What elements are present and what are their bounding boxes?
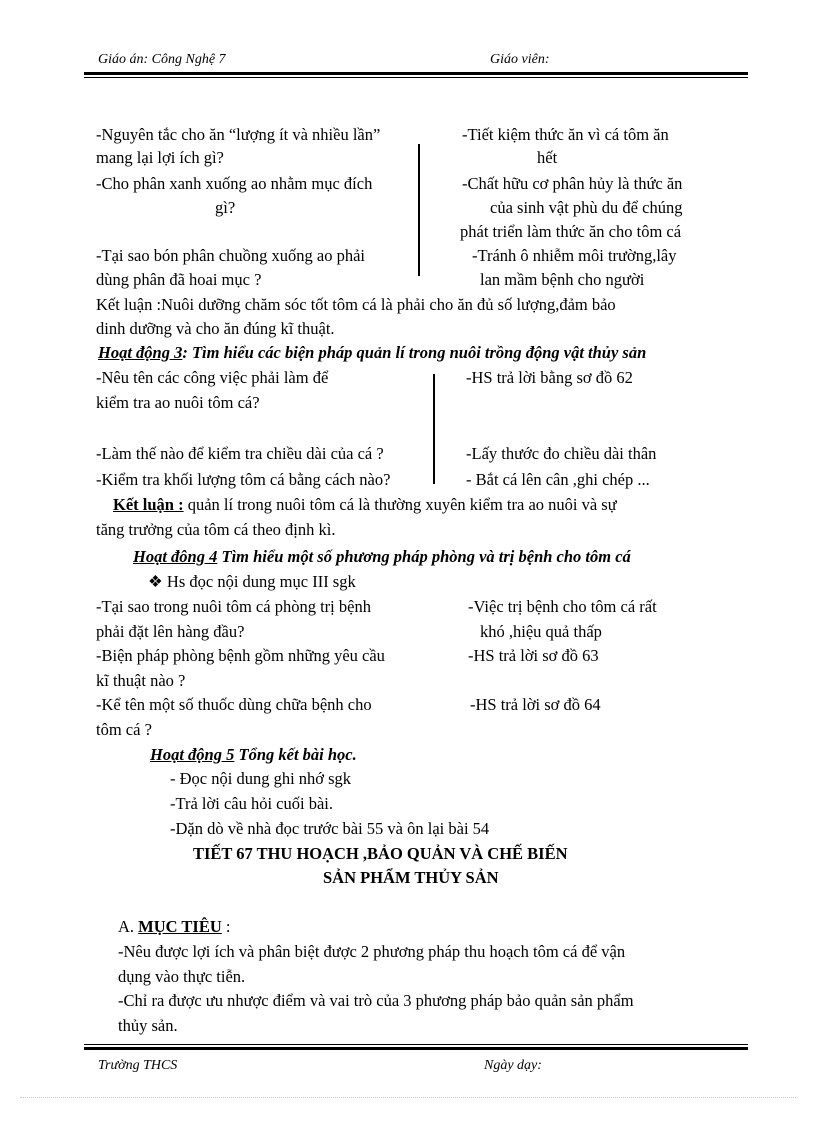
answer-feeding-principle: -Tiết kiệm thức ăn vì cá tôm ăn	[462, 125, 669, 144]
answer-feeding-principle-cont: hết	[537, 148, 558, 167]
footer-rule-thin	[84, 1044, 748, 1045]
question-green-manure-cont: gì?	[215, 198, 236, 217]
activity-3-label: Hoạt động 3	[98, 343, 183, 362]
question-medicines-cont: tôm cá ?	[96, 720, 152, 739]
question-medicines: -Kể tên một số thuốc dùng chữa bệnh cho	[96, 695, 372, 714]
answer-length-check: -Lấy thước đo chiều dài thân	[466, 444, 657, 463]
header-rule-thick	[84, 72, 748, 75]
conclusion-2	[113, 494, 617, 516]
conclusion-1: Kết luận :Nuôi dưỡng chăm sóc tốt tôm cá là phải cho ăn đủ số lượng,đảm bảo	[96, 295, 616, 314]
section-a-suffix: :	[221, 917, 231, 936]
objective-2-cont: thủy sản.	[118, 1016, 178, 1035]
question-weight-check: -Kiểm tra khối lượng tôm cá bằng cách nào?	[96, 470, 391, 489]
lesson-title-cont: SẢN PHẨM THỦY SẢN	[323, 868, 499, 887]
answer-prevention-first: -Việc trị bệnh cho tôm cá rất	[468, 597, 657, 616]
question-feeding-principle-cont: mang lại lợi ích gì?	[96, 148, 224, 167]
question-pond-check-cont: kiểm tra ao nuôi tôm cá?	[96, 393, 260, 412]
diamond-bullet-icon: ❖	[148, 572, 163, 591]
question-length-check: -Làm thế nào để kiểm tra chiều dài của cá ?	[96, 444, 384, 463]
column-divider-1	[418, 144, 420, 276]
answer-composted-manure-cont: lan mầm bệnh cho người	[480, 270, 645, 289]
question-prevention-first-cont: phải đặt lên hàng đầu?	[96, 622, 245, 641]
conclusion-2-cont: tăng trưởng của tôm cá theo định kì.	[96, 520, 336, 539]
question-prevention-requirements-cont: kĩ thuật nào ?	[96, 671, 186, 690]
answer-prevention-first-cont: khó ,hiệu quả thấp	[480, 622, 602, 641]
question-prevention-requirements: -Biện pháp phòng bệnh gồm những yêu cầu	[96, 646, 385, 665]
question-composted-manure: -Tại sao bón phân chuồng xuống ao phải	[96, 246, 365, 265]
activity-5-label: Hoạt động 5	[150, 745, 235, 764]
answer-green-manure-cont1: của sinh vật phù du để chúng	[490, 198, 683, 217]
activity-4-title: Tìm hiểu một số phương pháp phòng và trị bệnh cho tôm cá	[217, 547, 631, 566]
answer-green-manure-cont2: phát triển làm thức ăn cho tôm cá	[460, 222, 682, 241]
objective-1-cont: dụng vào thực tiễn.	[118, 967, 246, 986]
answer-prevention-requirements: -HS trả lời sơ đồ 63	[468, 646, 599, 665]
summary-step-1: - Đọc nội dung ghi nhớ sgk	[170, 769, 352, 788]
conclusion-2-text: quản lí trong nuôi tôm cá là thường xuyên kiểm tra ao nuôi và sự	[183, 495, 617, 514]
column-divider-2	[433, 374, 435, 484]
footer-rule-thick	[84, 1047, 748, 1050]
answer-green-manure: -Chất hữu cơ phân hủy là thức ăn	[462, 174, 683, 193]
answer-medicines: -HS trả lời sơ đồ 64	[470, 695, 601, 714]
bullet-read-content	[148, 571, 356, 593]
conclusion-1-cont: dinh dưỡng và cho ăn đúng kĩ thuật.	[96, 319, 335, 338]
activity-4-heading	[133, 546, 631, 568]
section-a-label: MỤC TIÊU	[138, 917, 222, 936]
question-green-manure: -Cho phân xanh xuống ao nhằm mục đích	[96, 174, 373, 193]
question-prevention-first: -Tại sao trong nuôi tôm cá phòng trị bệnh	[96, 597, 371, 616]
activity-3-heading	[98, 342, 646, 364]
question-composted-manure-cont: dùng phân đã hoai mục ?	[96, 270, 262, 289]
question-feeding-principle: -Nguyên tắc cho ăn “lượng ít và nhiều lần”	[96, 125, 381, 144]
answer-pond-check: -HS trả lời bằng sơ đồ 62	[466, 368, 633, 387]
objective-2: -Chỉ ra được ưu nhược điểm và vai trò của 3 phương pháp bảo quản sản phẩm	[118, 991, 634, 1010]
lesson-title: TIẾT 67 THU HOẠCH ,BẢO QUẢN VÀ CHẾ BIẾN	[193, 844, 568, 863]
answer-weight-check: - Bắt cá lên cân ,ghi chép ...	[466, 470, 650, 489]
summary-step-3: -Dặn dò về nhà đọc trước bài 55 và ôn lại bài 54	[170, 819, 490, 838]
footer-teaching-date: Ngày dạy:	[484, 1058, 542, 1073]
page-bottom-dotted-line	[20, 1097, 796, 1098]
bullet-read-content-text: Hs đọc nội dung mục III sgk	[162, 572, 356, 591]
section-a-prefix: A.	[118, 917, 139, 936]
question-pond-check: -Nêu tên các công việc phải làm để	[96, 368, 329, 387]
activity-3-title: : Tìm hiểu các biện pháp quản lí trong nuôi trồng động vật thủy sản	[182, 343, 647, 362]
footer-school: Trường THCS	[98, 1058, 178, 1073]
header-rule-thin	[84, 77, 748, 78]
header-teacher: Giáo viên:	[490, 52, 550, 67]
header-subject: Giáo án: Công Nghệ 7	[98, 52, 226, 67]
activity-5-title: Tổng kết bài học.	[234, 745, 357, 764]
answer-composted-manure: -Tránh ô nhiễm môi trường,lây	[472, 246, 677, 265]
summary-step-2: -Trả lời câu hỏi cuối bài.	[170, 794, 334, 813]
activity-4-label: Hoạt đông 4	[133, 547, 218, 566]
activity-5-heading	[150, 744, 357, 766]
objective-1: -Nêu được lợi ích và phân biệt được 2 phương pháp thu hoạch tôm cá để vận	[118, 942, 626, 961]
conclusion-2-label: Kết luận :	[113, 495, 184, 514]
section-a-heading	[118, 916, 230, 938]
